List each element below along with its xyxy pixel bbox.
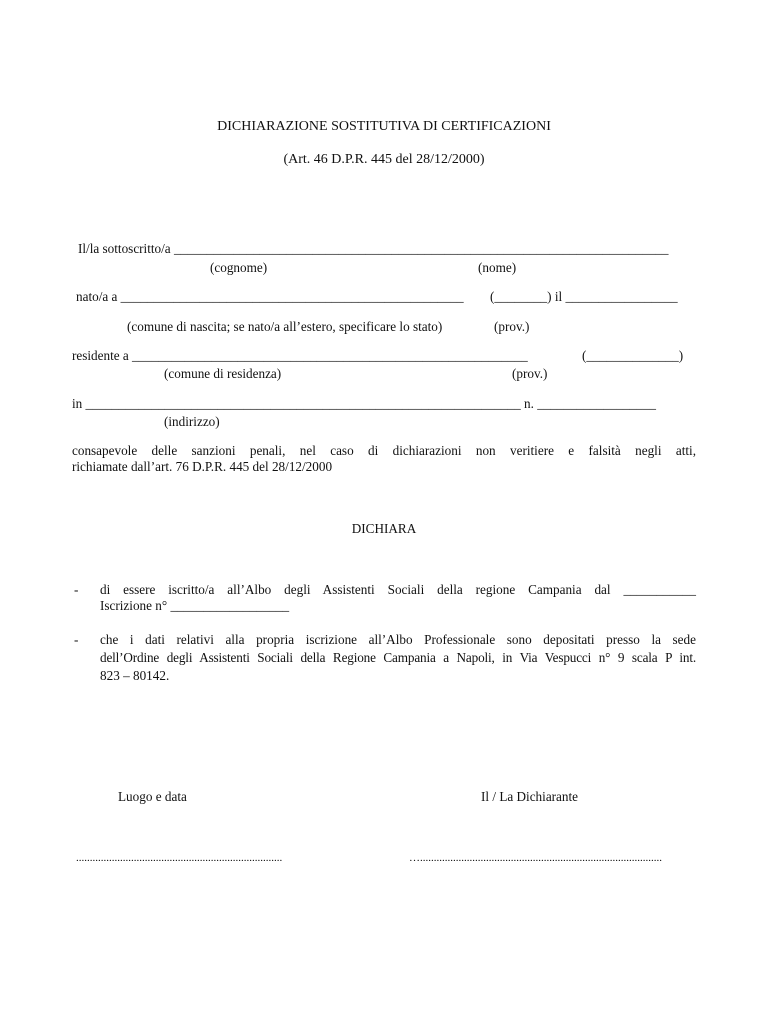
residente-prov-line: (______________) (582, 348, 684, 363)
prov-hint-2: (prov.) (512, 366, 548, 381)
nascita-hint: (comune di nascita; se nato/a all’estero, specificare lo stato) (127, 319, 443, 334)
residente-line: residente a ____________________________________________________________ (72, 348, 528, 363)
list-item-dati: 823 – 80142. (100, 668, 170, 683)
sottoscritto-line: Il/la sottoscritto/a ___________________________________________________________________________ (78, 241, 669, 256)
list-dash: - (74, 632, 79, 647)
dichiarante-label: Il / La Dichiarante (481, 789, 579, 804)
list-dash: - (74, 582, 79, 597)
indirizzo-line: in __________________________________________________________________ n. __________________ (72, 396, 656, 411)
consapevole-text: consapevole delle sanzioni penali, nel caso di dichiarazioni non veritiere e falsità negli atti, (72, 443, 696, 458)
cognome-hint: (cognome) (210, 260, 268, 275)
luogo-data-label: Luogo e data (118, 789, 187, 804)
list-item-iscrizione: Iscrizione n° __________________ (100, 598, 290, 613)
list-item-iscritto: di essere iscritto/a all’Albo degli Assistenti Sociali della regione Campania dal ___________ (100, 582, 696, 597)
list-item-dati: che i dati relativi alla propria iscrizione all’Albo Professionale sono depositati presso la sede (100, 632, 696, 647)
dichiarante-signature-line: …........................................................................................ (409, 852, 662, 864)
residenza-hint: (comune di residenza) (164, 366, 282, 381)
prov-hint: (prov.) (494, 319, 530, 334)
nato-prov-date-line: (________) il _________________ (490, 289, 678, 304)
nato-line: nato/a a ____________________________________________________ (76, 289, 464, 304)
dichiara-heading: DICHIARA (351, 521, 417, 536)
document-title: DICHIARAZIONE SOSTITUTIVA DI CERTIFICAZIONI (217, 119, 551, 134)
indirizzo-hint: (indirizzo) (164, 414, 220, 429)
consapevole-text-2: richiamate dall’art. 76 D.P.R. 445 del 28/12/2000 (72, 459, 333, 474)
document-subtitle: (Art. 46 D.P.R. 445 del 28/12/2000) (283, 152, 485, 167)
luogo-signature-line: ........................................................................... (76, 852, 283, 864)
list-item-dati: dell’Ordine degli Assistenti Sociali della Regione Campania a Napoli, in Via Vespucci n° 9 scala P int. (100, 650, 696, 665)
nome-hint: (nome) (478, 260, 517, 275)
